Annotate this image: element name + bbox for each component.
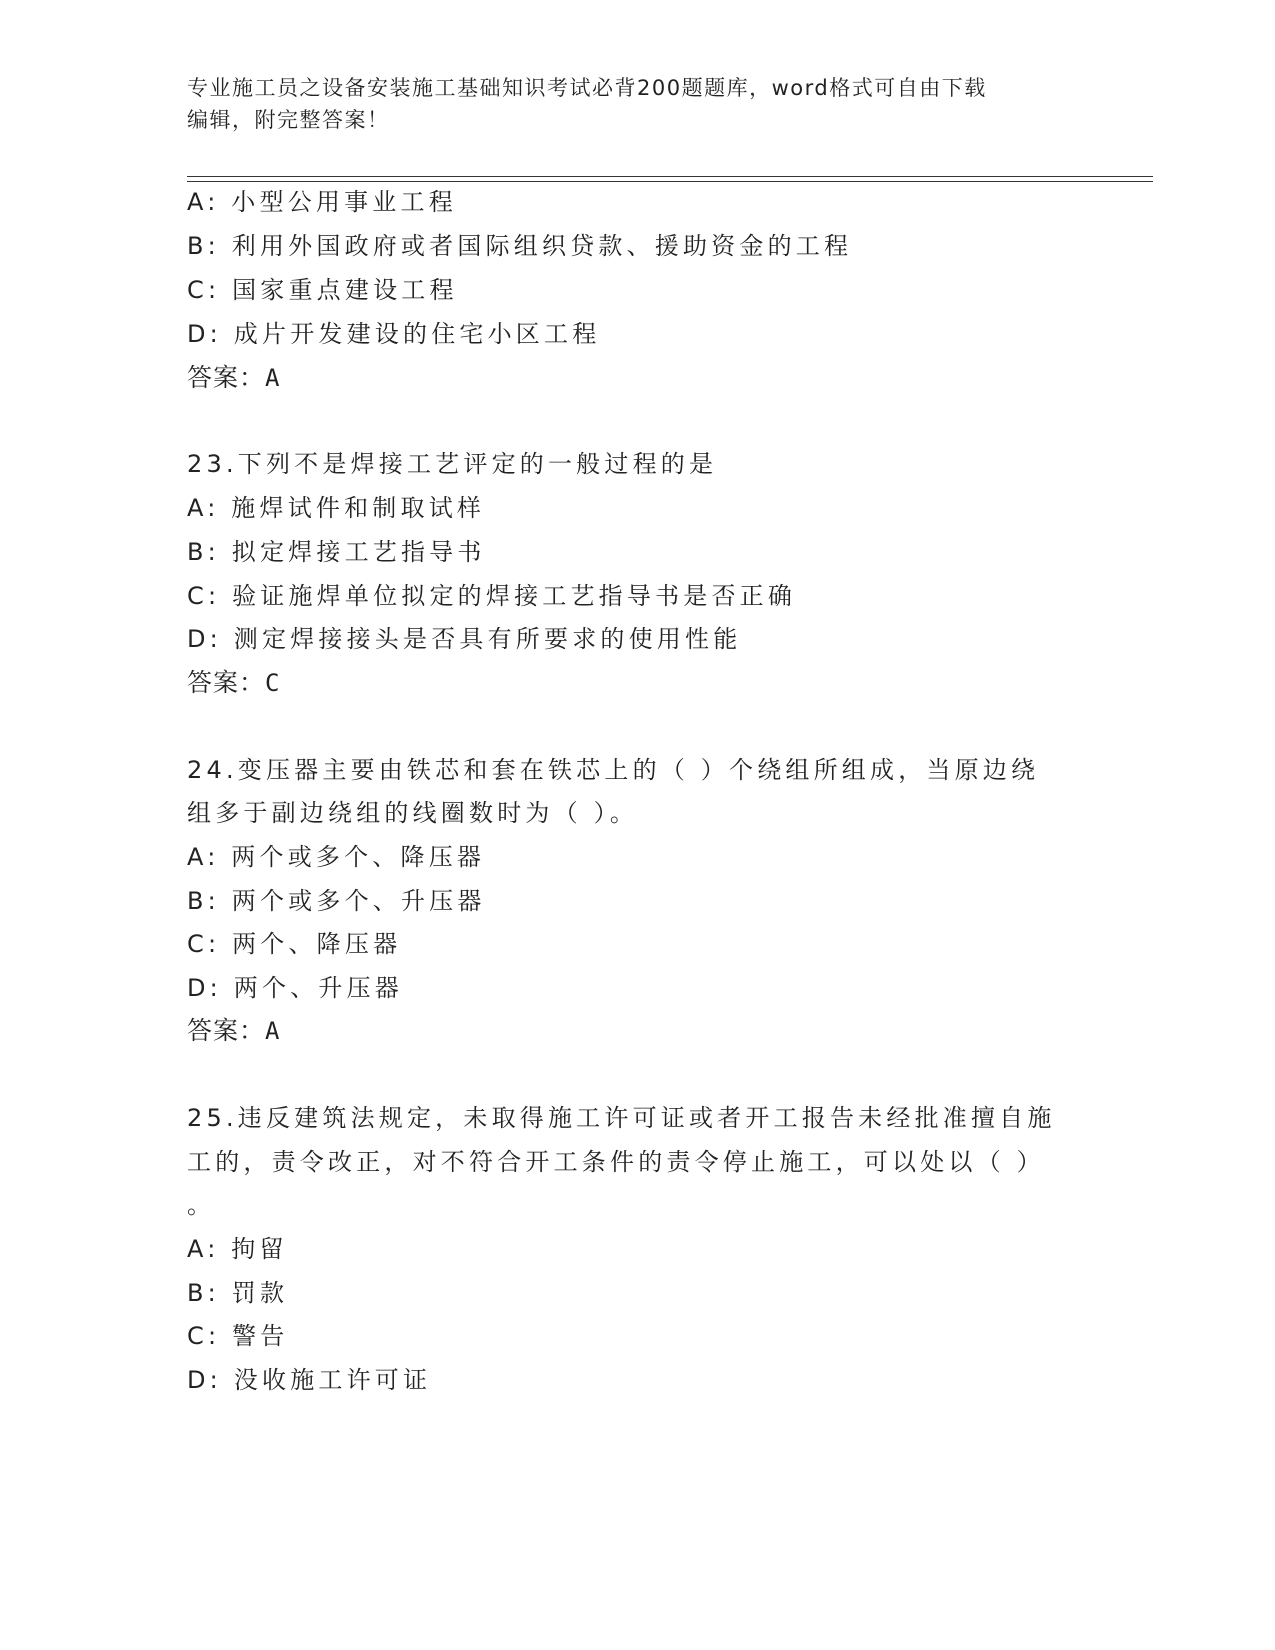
q23-option-b: B: 拟定焊接工艺指导书 (187, 538, 486, 566)
q22-option-c: C: 国家重点建设工程 (187, 276, 458, 304)
q25-option-d: D: 没收施工许可证 (187, 1366, 432, 1394)
q24-question-line-2: 组多于副边绕组的线圈数时为（ ）。 (187, 799, 639, 827)
q24-option-d: D: 两个、升压器 (187, 974, 403, 1002)
q24-option-a: A: 两个或多个、降压器 (187, 843, 486, 871)
q24-question-line-1: 24.变压器主要由铁芯和套在铁芯上的（ ）个绕组所组成，当原边绕 (187, 756, 1040, 784)
q23-option-a: A: 施焊试件和制取试样 (187, 494, 486, 522)
q25-option-c: C: 警告 (187, 1322, 289, 1350)
answer-label: 答案： (187, 668, 266, 697)
q25-option-a: A: 拘留 (187, 1235, 288, 1263)
header-line-2: 编辑，附完整答案！ (187, 108, 390, 132)
q25-question-line-3: 。 (187, 1191, 216, 1219)
q24-option-b: B: 两个或多个、升压器 (187, 887, 486, 915)
answer-value: C (265, 669, 281, 697)
q23-option-c: C: 验证施焊单位拟定的焊接工艺指导书是否正确 (187, 582, 797, 610)
q22-option-d: D: 成片开发建设的住宅小区工程 (187, 320, 601, 348)
document-header (187, 72, 1077, 136)
q25-question-line-2: 工的，责令改正，对不符合开工条件的责令停止施工，可以处以（ ） (187, 1148, 1045, 1176)
q23-option-d: D: 测定焊接接头是否具有所要求的使用性能 (187, 625, 742, 653)
answer-value: A (265, 364, 281, 392)
q22-answer (187, 363, 280, 393)
q25-option-b: B: 罚款 (187, 1279, 289, 1307)
q22-option-a: A: 小型公用事业工程 (187, 188, 457, 216)
q22-option-b: B: 利用外国政府或者国际组织贷款、援助资金的工程 (187, 232, 853, 260)
header-divider-top (187, 176, 1153, 177)
header-divider-bottom (187, 181, 1153, 182)
q23-question: 23.下列不是焊接工艺评定的一般过程的是 (187, 450, 718, 478)
answer-label: 答案： (187, 1016, 266, 1045)
answer-value: A (265, 1017, 281, 1045)
answer-label: 答案： (187, 363, 266, 392)
q23-answer (187, 668, 280, 698)
q24-option-c: C: 两个、降压器 (187, 930, 402, 958)
q24-answer (187, 1016, 280, 1046)
header-line-1: 专业施工员之设备安装施工基础知识考试必背200题题库，word格式可自由下载 (187, 76, 987, 100)
q25-question-line-1: 25.违反建筑法规定，未取得施工许可证或者开工报告未经批准擅自施 (187, 1104, 1056, 1132)
